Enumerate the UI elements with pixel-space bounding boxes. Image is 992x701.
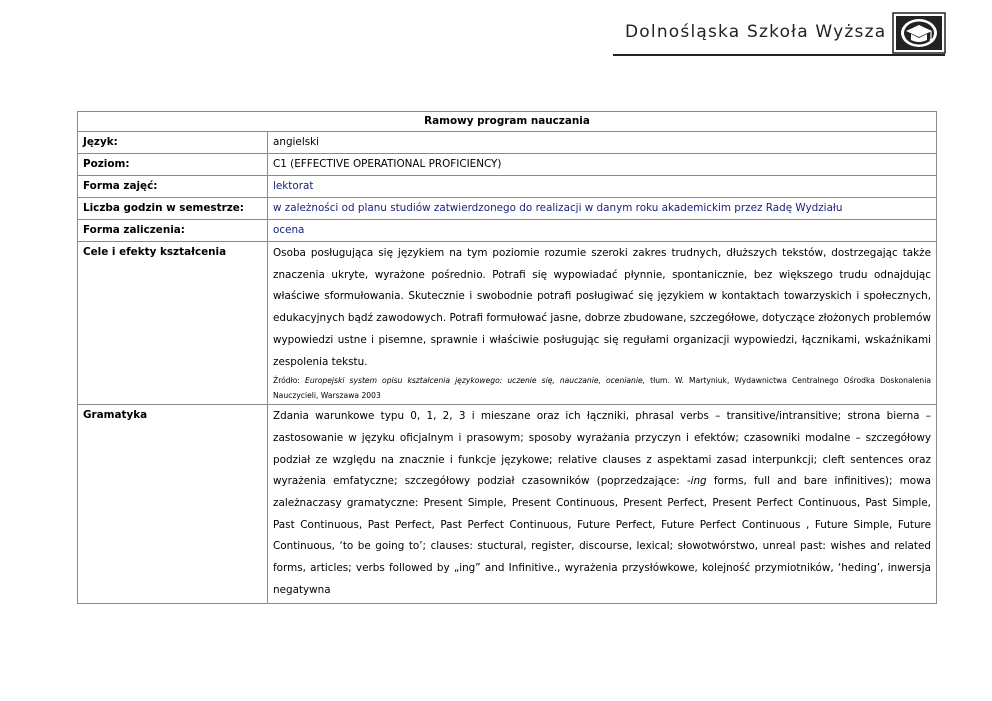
- school-name: Dolnośląska Szkoła Wyższa: [625, 22, 887, 42]
- row-label-class-form: Forma zajęć:: [78, 176, 268, 198]
- grammar-text-before: Zdania warunkowe typu 0, 1, 2, 3 i mieszane oraz ich łączniki, phrasal verbs – transitive/intransitive; strona bierna – zastosowanie w języku oficjalnym i prasowym; sposoby wyrażania przyczyn i efektów; czasowniki modalne – szczegółowy podział ze względu na znacznie i funkcje językowe; relative clauses z aspektami zasad interpunkcji; cleft sentences oraz wyrażenia emfatyczne; szczegółowy podział czasowników (poprzedzające:: [273, 410, 931, 488]
- row-label-level: Poziom:: [78, 154, 268, 176]
- table-row: [78, 154, 937, 176]
- row-label-goals: Cele i efekty kształcenia: [78, 242, 268, 405]
- row-value-goals: [268, 242, 937, 405]
- table-title: Ramowy program nauczania: [78, 112, 937, 132]
- row-value-level: C1 (EFFECTIVE OPERATIONAL PROFICIENCY): [268, 154, 937, 176]
- table-row: [78, 132, 937, 154]
- grammar-text-italic: -ing: [686, 475, 707, 488]
- table-row: [78, 176, 937, 198]
- table-row: [78, 405, 937, 603]
- row-value-assessment: ocena: [268, 220, 937, 242]
- table-row: [78, 198, 937, 220]
- page-header: [613, 10, 950, 56]
- source-prefix: Źródło:: [273, 376, 306, 386]
- row-label-assessment: Forma zaliczenia:: [78, 220, 268, 242]
- goals-text: Osoba posługująca się językiem na tym poziomie rozumie szeroki zakres trudnych, dłuższych tekstów, dostrzegając także znaczenia ukryte, wyrażone pośrednio. Potrafi się wypowiadać płynnie, spontanicznie, bez większego trudu odnajdując właściwe sformułowania. Skutecznie i swobodnie potrafi posługiwać się językiem w kontaktach towarzyskich i społecznych, edukacyjnych bądź zawodowych. Potrafi formułować jasne, dobrze zbudowane, szczegółowe, dotyczące złożonych problemów wypowiedzi ustne i pisemne, sprawnie i właściwie posługując się regułami organizacji wypowiedzi, łącznikami, wskaźnikami zespolenia tekstu.: [273, 247, 931, 368]
- row-value-grammar: [268, 405, 937, 603]
- source-title: Europejski system opisu kształcenia językowego: uczenie się, nauczanie, ocenianie,: [305, 376, 646, 386]
- table-row: [78, 220, 937, 242]
- row-label-language: Język:: [78, 132, 268, 154]
- row-value-language: angielski: [268, 132, 937, 154]
- graduation-cap-icon: [892, 12, 946, 54]
- row-value-class-form: lektorat: [268, 176, 937, 198]
- grammar-text-after: forms, full and bare infinitives); mowa zależnaczasy gramatyczne: Present Simple, Present Continuous, Present Perfect, Present Perfect Continuous, Past Simple, Past Continuous, Past Perfect, Past Perfect Continuous, Future Perfect, Future Perfect Continuous , Future Simple, Future Continuous, ‘to be going to’; clauses: stuctural, register, discourse, lexical; słowotwórstwo, unreal past: wishes and related forms, articles; verbs followed by „ing” and Infinitive., wyrażenia przysłówkowe, kolejność przymiotników, ‘heding’, inwersja negatywna: [273, 475, 931, 596]
- row-label-hours: Liczba godzin w semestrze:: [78, 198, 268, 220]
- header-rule: [613, 54, 945, 56]
- source-rest: tłum. W. Martyniuk, Wydawnictwa Centralnego Ośrodka Doskonalenia Nauczycieli, Warszawa 2003: [273, 376, 931, 401]
- row-label-grammar: Gramatyka: [78, 405, 268, 603]
- row-value-hours: w zależności od planu studiów zatwierdzonego do realizacji w danym roku akademickim przez Radę Wydziału: [268, 198, 937, 220]
- table-row: [78, 242, 937, 405]
- program-table: [77, 111, 937, 604]
- goals-source: [273, 373, 931, 403]
- table-title-row: [78, 112, 937, 132]
